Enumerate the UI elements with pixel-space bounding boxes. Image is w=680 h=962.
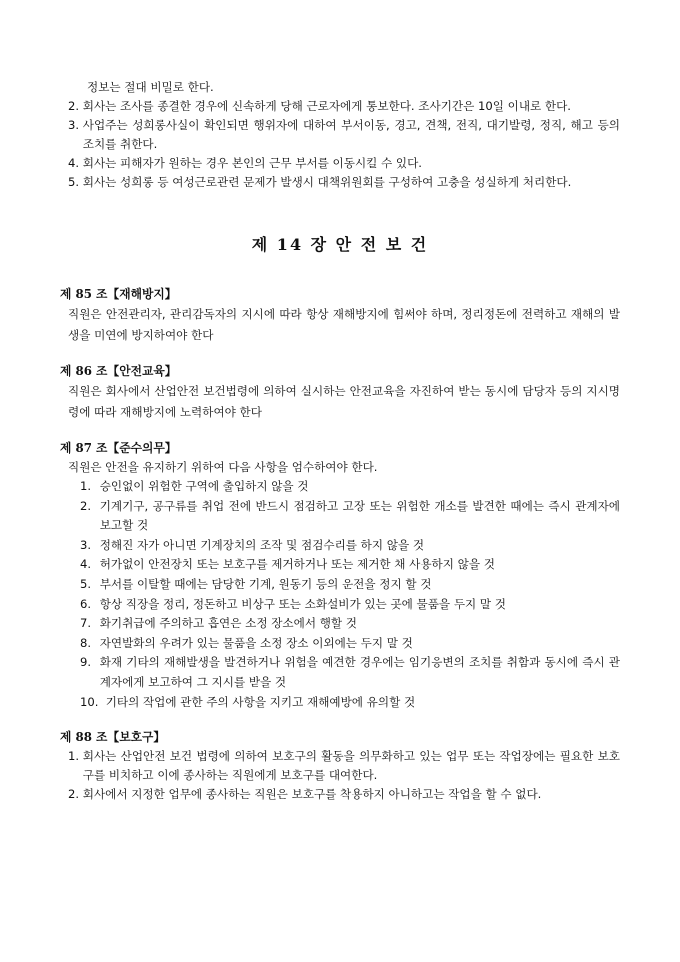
article-88 [60, 728, 620, 804]
article-86 [60, 362, 620, 423]
list-item [60, 97, 620, 116]
item-number: 8. [80, 635, 92, 650]
item-number: 1. [68, 749, 80, 764]
item-number: 3. [80, 537, 92, 552]
chapter-title: 제 14 장 안 전 보 건 [251, 235, 429, 254]
item-text: 회사는 조사를 종결한 경우에 신속하게 당해 근로자에게 통보한다. 조사기간은 10일 이내로 한다. [82, 99, 571, 113]
item-number: 6. [80, 596, 92, 611]
list-item [60, 693, 620, 713]
list-item [60, 173, 620, 192]
list-item [60, 595, 620, 615]
item-number: 5. [68, 175, 80, 189]
item-number: 2. [68, 787, 80, 802]
article-87 [60, 439, 620, 712]
item-number: 9. [80, 655, 92, 670]
article-heading: 제 85 조【재해방지】 [60, 287, 177, 301]
harassment-clause-list [60, 78, 620, 192]
item-text: 사업주는 성희롱사실이 확인되면 행위자에 대하여 부서이동, 경고, 견책, 전직, 대기발령, 정직, 해고 등의 조치를 취한다. [82, 118, 620, 151]
item-text: 항상 직장을 정리, 정돈하고 비상구 또는 소화설비가 있는 곳에 물품을 두지 말 것 [99, 596, 506, 611]
list-item [60, 477, 620, 497]
item-number: 3. [68, 118, 80, 132]
item-text: 정해진 자가 아니면 기계장치의 조작 및 점검수리를 하지 않을 것 [99, 537, 425, 552]
item-number: 10. [80, 694, 99, 709]
item-text: 회사에서 지정한 업무에 종사하는 직원은 보호구를 착용하지 아니하고는 작업을 할 수 없다. [82, 787, 542, 802]
item-number: 4. [68, 156, 80, 170]
list-item [60, 614, 620, 634]
item-text: 화기취급에 주의하고 흡연은 소정 장소에서 행할 것 [99, 616, 357, 631]
list-item [60, 154, 620, 173]
article-heading: 제 87 조【준수의무】 [60, 441, 177, 455]
item-text: 승인없이 위험한 구역에 출입하지 않을 것 [99, 479, 309, 493]
protective-gear-list [60, 747, 620, 804]
article-85 [60, 285, 620, 346]
list-item [60, 747, 620, 785]
item-text: 자연발화의 우려가 있는 물품을 소정 장소 이외에는 두지 말 것 [99, 635, 413, 650]
continuation-text: 정보는 절대 비밀로 한다. [87, 80, 214, 94]
item-number: 7. [80, 616, 92, 631]
list-item [60, 116, 620, 154]
item-text: 기타의 작업에 관한 주의 사항을 지키고 재해예방에 유의할 것 [105, 694, 416, 709]
item-number: 4. [80, 557, 92, 572]
list-item [60, 497, 620, 536]
item-text: 회사는 산업안전 보건 법령에 의하여 보호구의 활동을 의무화하고 있는 업무 또는 작업장에는 필요한 보호구를 비치하고 이에 종사하는 직원에게 보호구를 대여한다. [82, 749, 620, 783]
list-item [60, 634, 620, 654]
article-heading: 제 86 조【안전교육】 [60, 364, 177, 378]
item-text: 화재 기타의 재해발생을 발견하거나 위험을 예견한 경우에는 임기응변의 조치를 취함과 동시에 즉시 관계자에게 보고하여 그 지시를 받을 것 [99, 655, 620, 689]
article-body: 직원은 회사에서 산업안전 보건법령에 의하여 실시하는 안전교육을 자진하여 받는 동시에 담당자 등의 지시명령에 따라 재해방지에 노력하여야 한다 [68, 384, 620, 419]
duty-list [60, 477, 620, 712]
article-body: 직원은 안전관리자, 관리감독자의 지시에 따라 항상 재해방지에 힘써야 하며, 정리정돈에 전력하고 재해의 발생을 미연에 방지하여야 한다 [68, 307, 620, 342]
article-heading: 제 88 조【보호구】 [60, 730, 166, 745]
article-intro: 직원은 안전을 유지하기 위하여 다음 사항을 엄수하여야 한다. [68, 460, 378, 474]
list-item [60, 575, 620, 595]
item-text: 회사는 피해자가 원하는 경우 본인의 근무 부서를 이동시킬 수 있다. [82, 156, 422, 170]
item-number: 1. [80, 479, 92, 493]
item-number: 2. [80, 498, 92, 513]
item-number: 5. [80, 576, 92, 591]
item-text: 부서를 이탈할 때에는 담당한 기계, 원동기 등의 운전을 정지 할 것 [99, 576, 432, 591]
list-item [60, 536, 620, 556]
item-number: 2. [68, 99, 80, 113]
item-text: 허가없이 안전장치 또는 보호구를 제거하거나 또는 제거한 채 사용하지 않을 것 [99, 557, 495, 572]
item-text: 회사는 성희롱 등 여성근로관련 문제가 발생시 대책위원회를 구성하여 고충을 성실하게 처리한다. [82, 175, 572, 189]
list-item [60, 785, 620, 804]
list-item [60, 653, 620, 692]
item-text: 기계기구, 공구류를 취업 전에 반드시 점검하고 고장 또는 위험한 개소를 발견한 때에는 즉시 관계자에 보고할 것 [99, 498, 620, 533]
list-item [60, 555, 620, 575]
